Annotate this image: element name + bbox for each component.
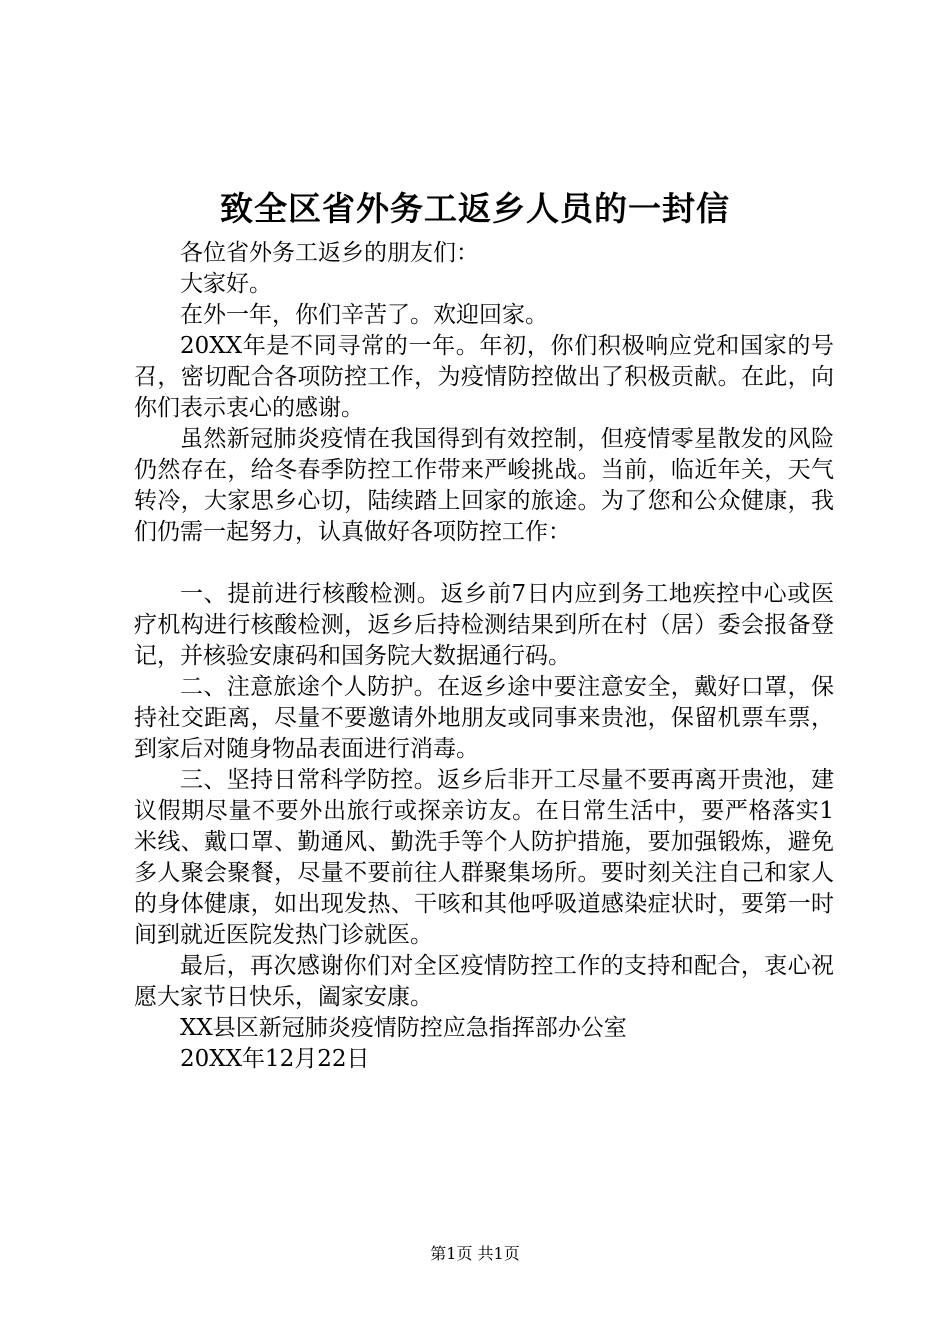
situation-paragraph: 虽然新冠肺炎疫情在我国得到有效控制，但疫情零星散发的风险仍然存在，给冬春季防控工作带来严峻挑战。当前，临近年关，天气转冷，大家思乡心切，陆续踏上回家的旅途。为了您和公众健康，我们仍需一起努力，认真做好各项防控工作：	[134, 426, 834, 545]
document-title: 致全区省外务工返乡人员的一封信	[220, 189, 730, 228]
welcome-paragraph: 在外一年，你们辛苦了。欢迎回家。	[180, 302, 548, 328]
closing-paragraph: 最后，再次感谢你们对全区疫情防控工作的支持和配合，衷心祝愿大家节日快乐，阖家安康。	[134, 953, 834, 1010]
measure-one-paragraph: 一、提前进行核酸检测。返乡前7日内应到务工地疾控中心或医疗机构进行核酸检测，返乡后持检测结果到所在村（居）委会报备登记，并核验安康码和国务院大数据通行码。	[134, 581, 834, 669]
document-body	[134, 238, 834, 1075]
signature-issuer: XX县区新冠肺炎疫情防控应急指挥部办公室	[180, 1015, 627, 1041]
thanks-paragraph: 20XX年是不同寻常的一年。年初，你们积极响应党和国家的号召，密切配合各项防控工作，为疫情防控做出了积极贡献。在此，向你们表示衷心的感谢。	[134, 333, 834, 421]
greeting: 大家好。	[180, 271, 272, 297]
measure-three-paragraph: 三、坚持日常科学防控。返乡后非开工尽量不要再离开贵池，建议假期尽量不要外出旅行或探亲访友。在日常生活中，要严格落实1米线、戴口罩、勤通风、勤洗手等个人防护措施，要加强锻炼，避免多人聚会聚餐，尽量不要前往人群聚集场所。要时刻关注自己和家人的身体健康，如出现发热、干咳和其他呼吸道感染症状时，要第一时间到就近医院发热门诊就医。	[134, 767, 834, 948]
salutation: 各位省外务工返乡的朋友们：	[180, 240, 479, 266]
page-number-footer: 第1页 共1页	[430, 1244, 520, 1263]
signature-date: 20XX年12月22日	[180, 1046, 370, 1072]
measure-two-paragraph: 二、注意旅途个人防护。在返乡途中要注意安全，戴好口罩，保持社交距离，尽量不要邀请外地朋友或同事来贵池，保留机票车票，到家后对随身物品表面进行消毒。	[134, 674, 834, 762]
